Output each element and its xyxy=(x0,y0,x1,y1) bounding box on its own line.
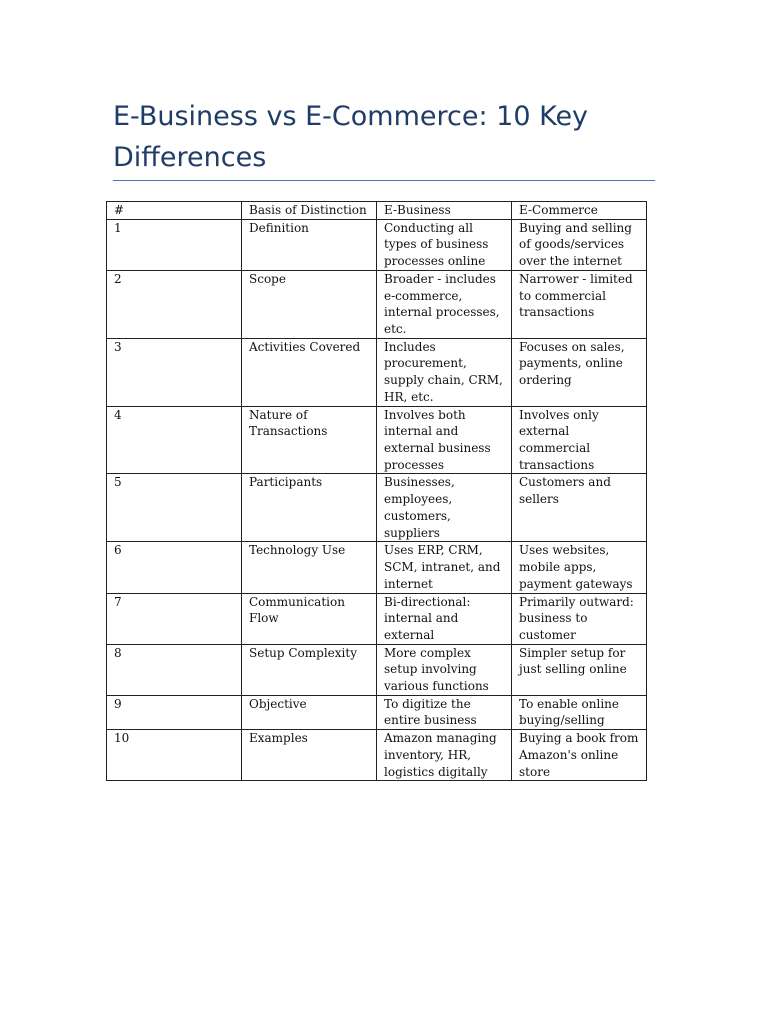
row-number: 7 xyxy=(107,593,242,644)
row-basis: Communication Flow xyxy=(242,593,377,644)
table-row xyxy=(107,542,647,593)
row-ecommerce: Buying a book from Amazon's online store xyxy=(512,730,647,781)
table-row xyxy=(107,644,647,695)
table-header-row xyxy=(107,202,647,220)
row-basis: Examples xyxy=(242,730,377,781)
page-title: E-Business vs E-Commerce: 10 Key Differences xyxy=(113,101,589,173)
row-number: 8 xyxy=(107,644,242,695)
table-row xyxy=(107,593,647,644)
row-basis: Objective xyxy=(242,695,377,729)
row-basis: Technology Use xyxy=(242,542,377,593)
row-basis: Nature of Transactions xyxy=(242,406,377,474)
header-cell-ebusiness: E-Business xyxy=(377,202,512,220)
row-number: 6 xyxy=(107,542,242,593)
table-row xyxy=(107,338,647,406)
table-row xyxy=(107,219,647,270)
row-ebusiness: Conducting all types of business processes online xyxy=(377,219,512,270)
row-basis: Setup Complexity xyxy=(242,644,377,695)
row-ebusiness: Uses ERP, CRM, SCM, intranet, and internet xyxy=(377,542,512,593)
row-ecommerce: Involves only external commercial transactions xyxy=(512,406,647,474)
row-basis: Scope xyxy=(242,270,377,338)
table-row xyxy=(107,406,647,474)
row-number: 3 xyxy=(107,338,242,406)
header-cell-ecommerce: E-Commerce xyxy=(512,202,647,220)
row-number: 1 xyxy=(107,219,242,270)
row-ebusiness: Broader - includes e-commerce, internal processes, etc. xyxy=(377,270,512,338)
table-row xyxy=(107,474,647,542)
row-basis: Participants xyxy=(242,474,377,542)
row-ebusiness: Involves both internal and external business processes xyxy=(377,406,512,474)
row-number: 2 xyxy=(107,270,242,338)
row-number: 9 xyxy=(107,695,242,729)
row-number: 5 xyxy=(107,474,242,542)
header-cell-number: # xyxy=(107,202,242,220)
row-basis: Definition xyxy=(242,219,377,270)
title-divider xyxy=(113,180,655,181)
row-ecommerce: Customers and sellers xyxy=(512,474,647,542)
row-ebusiness: Includes procurement, supply chain, CRM, HR, etc. xyxy=(377,338,512,406)
row-ebusiness: Businesses, employees, customers, suppliers xyxy=(377,474,512,542)
header-cell-basis: Basis of Distinction xyxy=(242,202,377,220)
table-row xyxy=(107,270,647,338)
row-number: 10 xyxy=(107,730,242,781)
row-number: 4 xyxy=(107,406,242,474)
table-row xyxy=(107,695,647,729)
row-ecommerce: Focuses on sales, payments, online ordering xyxy=(512,338,647,406)
row-ebusiness: Amazon managing inventory, HR, logistics digitally xyxy=(377,730,512,781)
row-ecommerce: Primarily outward: business to customer xyxy=(512,593,647,644)
row-ecommerce: Simpler setup for just selling online xyxy=(512,644,647,695)
table-row xyxy=(107,730,647,781)
row-ebusiness: More complex setup involving various functions xyxy=(377,644,512,695)
row-ebusiness: Bi-directional: internal and external xyxy=(377,593,512,644)
row-ecommerce: Buying and selling of goods/services over the internet xyxy=(512,219,647,270)
row-ecommerce: Narrower - limited to commercial transactions xyxy=(512,270,647,338)
row-ecommerce: To enable online buying/selling xyxy=(512,695,647,729)
row-ecommerce: Uses websites, mobile apps, payment gateways xyxy=(512,542,647,593)
comparison-table xyxy=(106,201,647,781)
row-basis: Activities Covered xyxy=(242,338,377,406)
row-ebusiness: To digitize the entire business xyxy=(377,695,512,729)
